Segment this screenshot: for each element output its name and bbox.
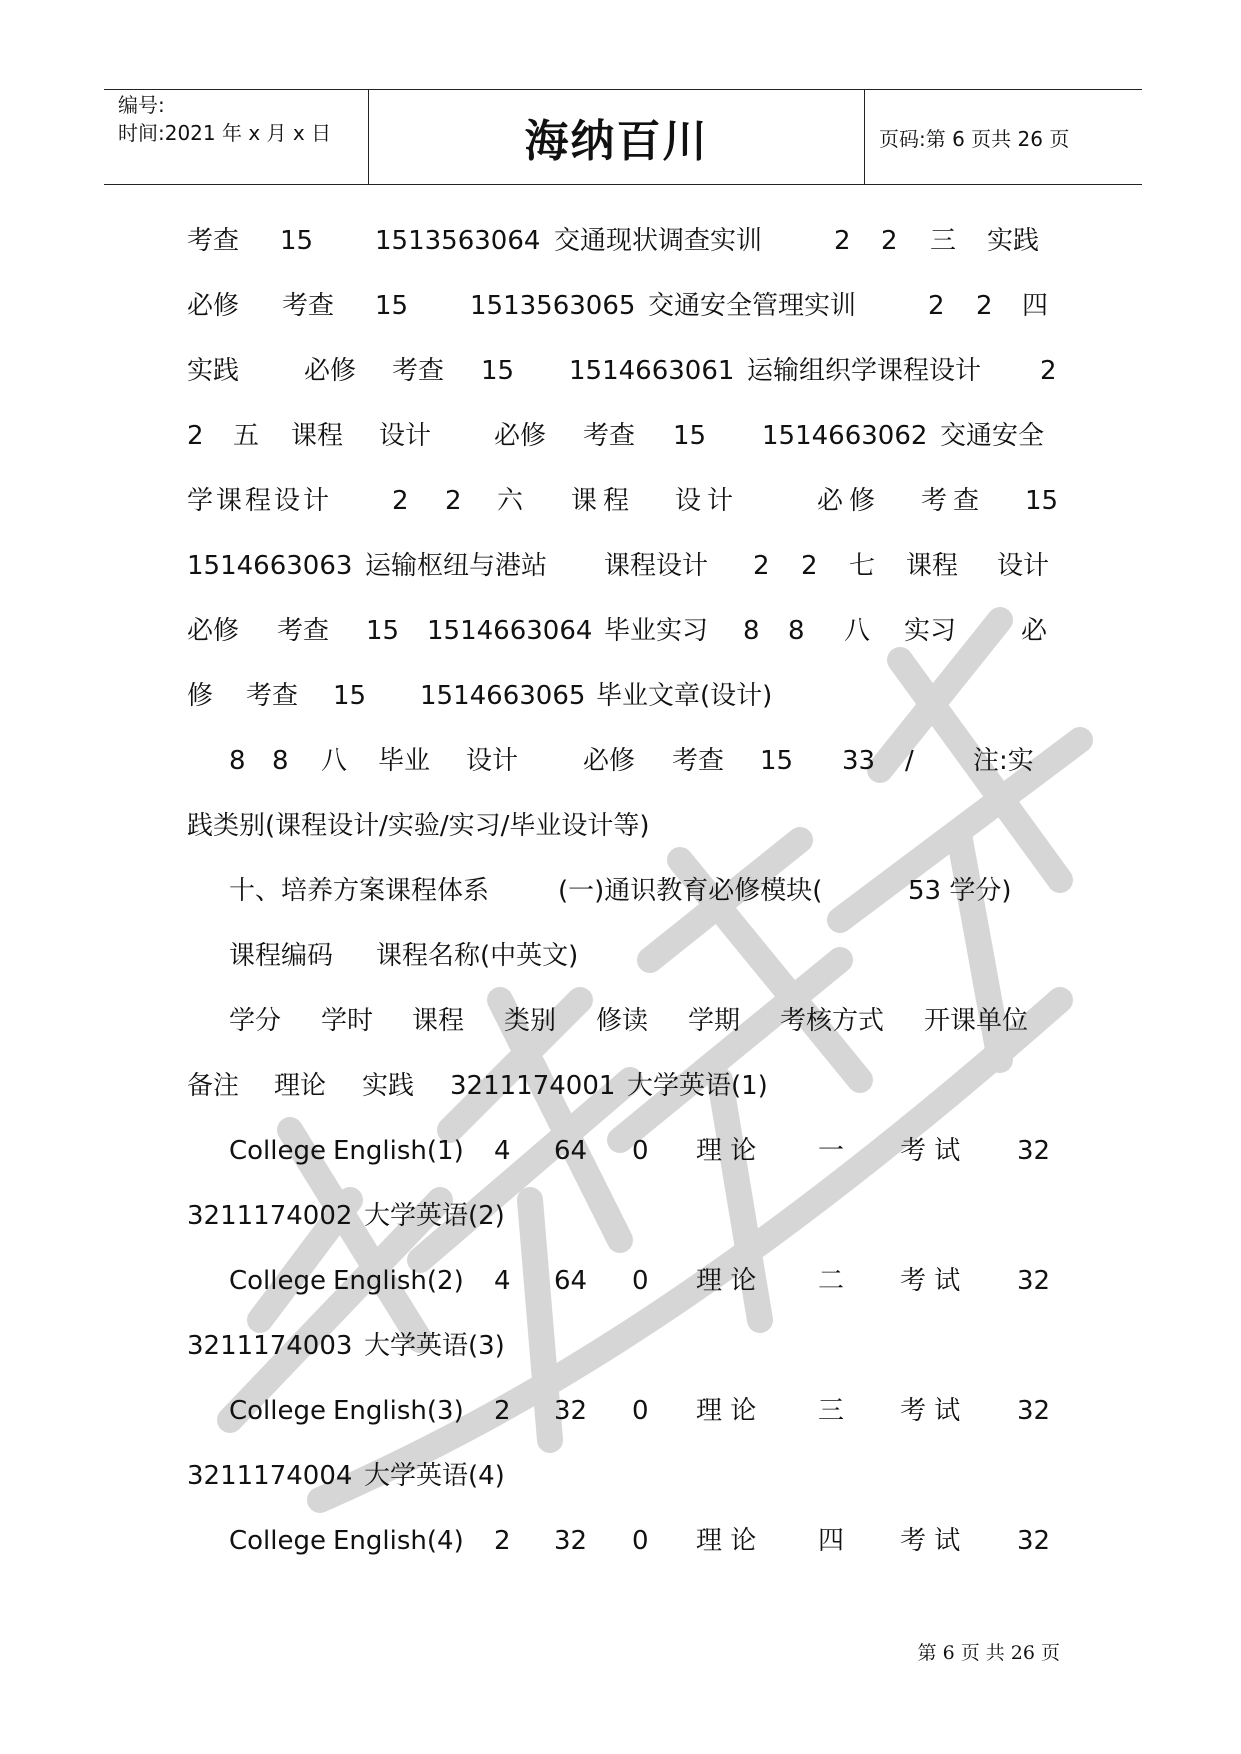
line-15-token-6: 理 论 <box>696 1136 757 1166</box>
line-11-token-1: 十、培养方案课程体系 <box>229 876 490 906</box>
line-8-token-4: 1514663065 <box>420 681 586 711</box>
line-1-token-2: 15 <box>280 226 314 256</box>
line-9-token-10: / <box>905 746 914 776</box>
line-7-token-4: 1514663064 <box>427 616 593 646</box>
line-19-token-5: 0 <box>632 1396 649 1426</box>
line-9-token-2: 8 <box>272 746 289 776</box>
line-13-token-5: 修读 <box>596 1006 649 1036</box>
line-19-token-8: 考 试 <box>900 1396 961 1426</box>
line-21-token-5: 0 <box>632 1526 649 1556</box>
line-15-token-7: 一 <box>818 1136 845 1166</box>
brand-title: 海纳百川 <box>524 116 709 167</box>
line-21-token-1: College <box>229 1526 327 1556</box>
line-2-token-1: 必修 <box>187 291 240 321</box>
line-7-token-9: 实习 <box>904 616 957 646</box>
line-13-token-4: 类别 <box>504 1006 557 1036</box>
line-3-token-1: 实践 <box>187 356 240 386</box>
line-3-token-7: 2 <box>1040 356 1057 386</box>
line-19-token-2: English(3) <box>333 1396 464 1426</box>
line-2-token-3: 15 <box>375 291 409 321</box>
line-5-token-8: 考查 <box>921 486 986 516</box>
line-3-token-5: 1514663061 <box>569 356 735 386</box>
line-13-token-7: 考核方式 <box>780 1006 885 1036</box>
line-12-token-2: 课程名称(中英文) <box>376 941 579 971</box>
line-12-token-1: 课程编码 <box>229 941 334 971</box>
line-9-token-5: 设计 <box>466 746 519 776</box>
line-7-token-10: 必 <box>1021 616 1048 646</box>
watermark-stamp <box>200 440 1100 1560</box>
line-15-token-5: 0 <box>632 1136 649 1166</box>
header-brand-cell <box>369 90 865 184</box>
line-2-token-4: 1513563065 <box>470 291 636 321</box>
line-21-token-2: English(4) <box>333 1526 464 1556</box>
line-9-token-3: 八 <box>321 746 348 776</box>
header-meta-cell <box>104 90 369 184</box>
line-19-token-6: 理 论 <box>696 1396 757 1426</box>
line-4-token-9: 交通安全 <box>940 421 1045 451</box>
line-8-token-3: 15 <box>333 681 367 711</box>
line-3-token-4: 15 <box>481 356 515 386</box>
line-4-token-7: 15 <box>673 421 707 451</box>
line-5-token-2: 2 <box>392 486 409 516</box>
line-14-token-4: 3211174001 <box>450 1071 616 1101</box>
line-9-token-4: 毕业 <box>378 746 431 776</box>
document-number-label: 编号: <box>118 93 165 117</box>
line-20-token-1: 3211174004 <box>187 1461 353 1491</box>
document-time-label: 时间:2021 年 x 月 x 日 <box>118 121 332 145</box>
line-15-token-4: 64 <box>554 1136 588 1166</box>
line-1-token-6: 2 <box>881 226 898 256</box>
line-11-token-2: (一)通识教育必修模块( <box>558 876 823 906</box>
line-2-token-5: 交通安全管理实训 <box>648 291 857 321</box>
line-5-token-9: 15 <box>1025 486 1059 516</box>
line-11-token-3: 53 学分) <box>908 876 1012 906</box>
line-15-token-2: English(1) <box>333 1136 464 1166</box>
document-header <box>104 89 1142 185</box>
line-5-token-5: 课程 <box>571 486 636 516</box>
line-7-token-2: 考查 <box>277 616 330 646</box>
line-17-token-2: English(2) <box>333 1266 464 1296</box>
line-4-token-4: 设计 <box>379 421 432 451</box>
line-19-token-9: 32 <box>1017 1396 1051 1426</box>
line-5-token-6: 设计 <box>675 486 740 516</box>
line-19-token-1: College <box>229 1396 327 1426</box>
line-17-token-6: 理 论 <box>696 1266 757 1296</box>
line-6-token-7: 课程 <box>906 551 959 581</box>
line-7-token-6: 8 <box>743 616 760 646</box>
line-2-token-8: 四 <box>1022 291 1049 321</box>
line-14-token-3: 实践 <box>362 1071 415 1101</box>
line-5-token-1: 学课程设计 <box>187 486 333 516</box>
line-21-token-8: 考 试 <box>900 1526 961 1556</box>
line-14-token-5: 大学英语(1) <box>627 1071 768 1101</box>
line-21-token-7: 四 <box>818 1526 845 1556</box>
line-17-token-1: College <box>229 1266 327 1296</box>
line-6-token-4: 2 <box>753 551 770 581</box>
line-21-token-9: 32 <box>1017 1526 1051 1556</box>
line-3-token-2: 必修 <box>304 356 357 386</box>
line-9-token-1: 8 <box>229 746 246 776</box>
line-1-token-5: 2 <box>834 226 851 256</box>
line-18-token-2: 大学英语(3) <box>364 1331 505 1361</box>
line-21-token-4: 32 <box>554 1526 588 1556</box>
line-6-token-3: 课程设计 <box>604 551 709 581</box>
line-7-token-7: 8 <box>788 616 805 646</box>
header-page-cell <box>865 90 1142 184</box>
line-2-token-7: 2 <box>976 291 993 321</box>
line-10-token-1: 践类别(课程设计/实验/实习/毕业设计等) <box>187 811 650 841</box>
line-17-token-3: 4 <box>494 1266 511 1296</box>
line-7-token-1: 必修 <box>187 616 240 646</box>
line-2-token-6: 2 <box>928 291 945 321</box>
line-9-token-6: 必修 <box>583 746 636 776</box>
line-19-token-7: 三 <box>818 1396 845 1426</box>
line-4-token-1: 2 <box>187 421 204 451</box>
line-4-token-8: 1514663062 <box>762 421 928 451</box>
page-footer: 第 6 页 共 26 页 <box>917 1642 1060 1664</box>
line-8-token-2: 考查 <box>246 681 299 711</box>
line-6-token-5: 2 <box>801 551 818 581</box>
line-7-token-8: 八 <box>844 616 871 646</box>
line-19-token-4: 32 <box>554 1396 588 1426</box>
line-6-token-6: 七 <box>849 551 876 581</box>
line-13-token-1: 学分 <box>229 1006 282 1036</box>
line-15-token-9: 32 <box>1017 1136 1051 1166</box>
line-16-token-1: 3211174002 <box>187 1201 353 1231</box>
line-1-token-3: 1513563064 <box>375 226 541 256</box>
line-1-token-4: 交通现状调查实训 <box>554 226 763 256</box>
line-5-token-7: 必修 <box>817 486 882 516</box>
line-1-token-1: 考查 <box>187 226 240 256</box>
line-17-token-8: 考 试 <box>900 1266 961 1296</box>
line-20-token-2: 大学英语(4) <box>364 1461 505 1491</box>
line-8-token-5: 毕业文章(设计) <box>596 681 773 711</box>
line-17-token-4: 64 <box>554 1266 588 1296</box>
line-18-token-1: 3211174003 <box>187 1331 353 1361</box>
line-5-token-4: 六 <box>497 486 524 516</box>
line-3-token-6: 运输组织学课程设计 <box>747 356 982 386</box>
page-number-label: 页码:第 6 页共 26 页 <box>879 126 1070 151</box>
line-13-token-3: 课程 <box>412 1006 465 1036</box>
line-14-token-1: 备注 <box>187 1071 240 1101</box>
line-5-token-3: 2 <box>445 486 462 516</box>
line-13-token-6: 学期 <box>688 1006 741 1036</box>
line-6-token-2: 运输枢纽与港站 <box>365 551 548 581</box>
line-9-token-8: 15 <box>760 746 794 776</box>
line-8-token-1: 修 <box>187 681 214 711</box>
line-13-token-8: 开课单位 <box>924 1006 1029 1036</box>
line-4-token-2: 五 <box>233 421 260 451</box>
line-6-token-1: 1514663063 <box>187 551 353 581</box>
line-15-token-8: 考 试 <box>900 1136 961 1166</box>
line-21-token-3: 2 <box>494 1526 511 1556</box>
line-15-token-3: 4 <box>494 1136 511 1166</box>
line-3-token-3: 考查 <box>392 356 445 386</box>
line-4-token-3: 课程 <box>291 421 344 451</box>
line-6-token-8: 设计 <box>997 551 1050 581</box>
line-1-token-8: 实践 <box>987 226 1040 256</box>
line-15-token-1: College <box>229 1136 327 1166</box>
line-4-token-5: 必修 <box>494 421 547 451</box>
line-17-token-5: 0 <box>632 1266 649 1296</box>
line-13-token-2: 学时 <box>321 1006 374 1036</box>
line-2-token-2: 考查 <box>282 291 335 321</box>
line-9-token-7: 考查 <box>672 746 725 776</box>
line-17-token-9: 32 <box>1017 1266 1051 1296</box>
line-7-token-3: 15 <box>366 616 400 646</box>
line-14-token-2: 理论 <box>274 1071 327 1101</box>
line-9-token-11: 注:实 <box>973 746 1034 776</box>
line-7-token-5: 毕业实习 <box>604 616 709 646</box>
line-4-token-6: 考查 <box>583 421 636 451</box>
line-16-token-2: 大学英语(2) <box>364 1201 505 1231</box>
line-19-token-3: 2 <box>494 1396 511 1426</box>
line-17-token-7: 二 <box>818 1266 845 1296</box>
line-9-token-9: 33 <box>842 746 876 776</box>
line-21-token-6: 理 论 <box>696 1526 757 1556</box>
line-1-token-7: 三 <box>930 226 957 256</box>
